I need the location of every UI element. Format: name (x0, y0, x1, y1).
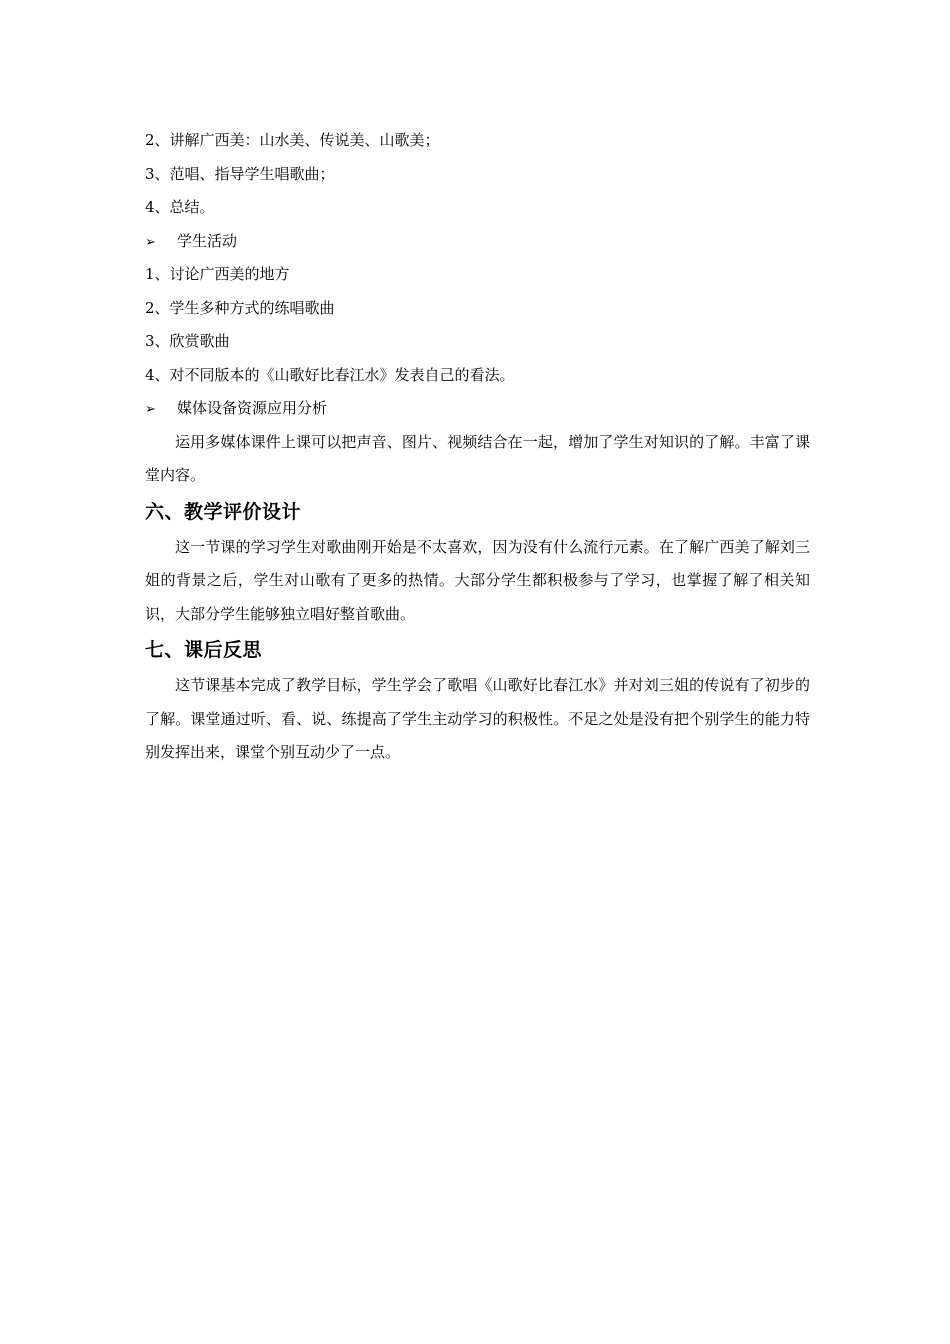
arrow-bullet-icon: ➢ (145, 402, 156, 417)
student-activity-item-3: 3、欣赏歌曲 (145, 332, 230, 350)
teacher-step-2: 2、讲解广西美：山水美、传说美、山歌美； (145, 131, 440, 149)
teacher-step-3: 3、范唱、指导学生唱歌曲； (145, 164, 335, 183)
media-analysis-paragraph: 运用多媒体课件上课可以把声音、图片、视频结合在一起，增加了学生对知识的了解。丰富了课堂内容。 (145, 432, 810, 484)
student-activity-title: 学生活动 (177, 231, 238, 250)
student-activity-item-4: 4、对不同版本的《山歌好比春江水》发表自己的看法。 (145, 365, 515, 384)
student-activity-header (145, 225, 810, 259)
document-content (145, 124, 810, 770)
evaluation-paragraph: 这一节课的学习学生对歌曲刚开始是不太喜欢，因为没有什么流行元素。在了解广西美了解刘三姐的背景之后，学生对山歌有了更多的热情。大部分学生都积极参与了学习，也掌握了解了相关知识，大部分学生能够独立唱好整首歌曲。 (145, 537, 810, 623)
media-analysis-title: 媒体设备资源应用分析 (177, 399, 328, 417)
student-activity-item-2: 2、学生多种方式的练唱歌曲 (145, 298, 335, 317)
section-heading-reflection: 七、课后反思 (145, 639, 263, 661)
teacher-step-4: 4、总结。 (145, 198, 215, 216)
arrow-bullet-icon: ➢ (145, 234, 156, 250)
media-analysis-header (145, 392, 810, 426)
student-activity-item-1: 1、讨论广西美的地方 (145, 265, 290, 283)
reflection-paragraph: 这节课基本完成了教学目标，学生学会了歌唱《山歌好比春江水》并对刘三姐的传说有了初步的了解。课堂通过听、看、说、练提高了学生主动学习的积极性。不足之处是没有把个别学生的能力特别发挥出来，课堂个别互动少了一点。 (145, 676, 810, 761)
section-heading-evaluation: 六、教学评价设计 (145, 500, 302, 523)
